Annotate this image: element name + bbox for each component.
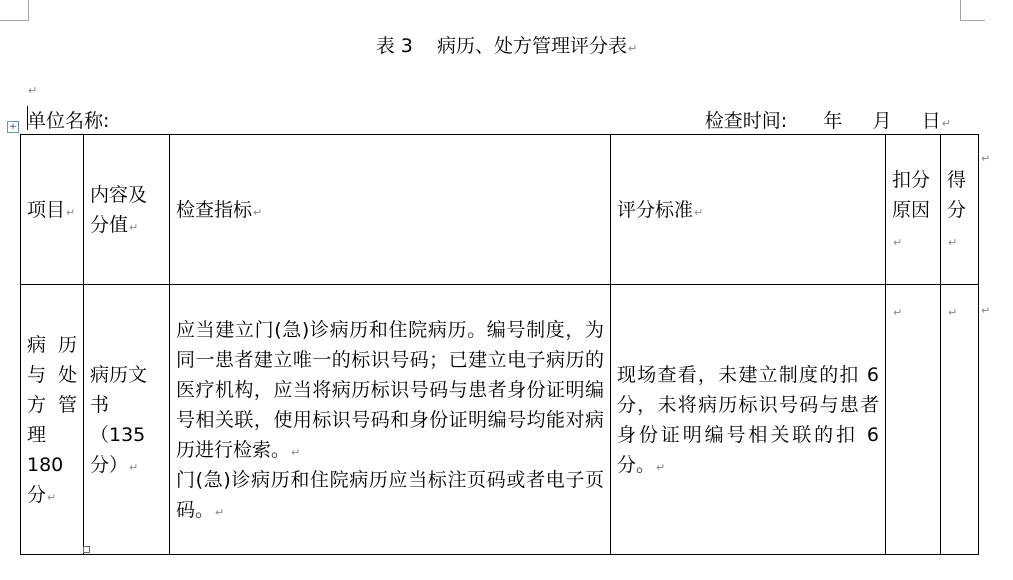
page-corner-mark-top-left — [0, 0, 29, 21]
table-move-handle-icon[interactable]: + — [7, 121, 19, 133]
cell-mark-icon: ↵ — [47, 490, 57, 504]
paragraph-mark-icon: ↵ — [291, 445, 301, 459]
table-header-row — [21, 135, 979, 285]
indicator-paragraph-1: 应当建立门(急)诊病历和住院病历。编号制度，为同一患者建立唯一的标识号码；已建立电子病历的医疗机构，应当将病历标识号码与患者身份证明编号相关联，使用标识号码和身份证明编号均能对病历进行检索。↵ — [176, 318, 604, 461]
cell-mark-icon: ↵ — [253, 205, 263, 219]
header-criteria-cell[interactable]: 评分标准↵ — [611, 135, 886, 285]
paragraph-mark-icon: ↵ — [28, 84, 38, 97]
paragraph-mark-icon: ↵ — [941, 117, 951, 130]
header-score-cell[interactable]: 得分↵ — [941, 135, 979, 285]
indicator-cell[interactable] — [170, 285, 611, 555]
cell-mark-icon: ↵ — [948, 306, 958, 319]
header-item-cell[interactable]: 项目↵ — [21, 135, 84, 285]
paragraph-mark-icon: ↵ — [628, 42, 638, 55]
criteria-cell[interactable]: 现场查看，未建立制度的扣 6 分，未将病历标识号码与患者身份证明编号相关联的扣 6 分。↵ — [611, 285, 886, 555]
deduct-reason-cell[interactable] — [886, 285, 941, 555]
paragraph-mark-icon: ↵ — [215, 505, 225, 519]
table-title: 表 3 病历、处方管理评分表↵ — [375, 35, 638, 57]
scoring-table — [20, 134, 979, 555]
cell-mark-icon: ↵ — [656, 460, 666, 474]
empty-paragraph — [27, 79, 37, 98]
cell-mark-icon: ↵ — [129, 220, 139, 234]
cell-mark-icon: ↵ — [66, 205, 76, 219]
cell-mark-icon: ↵ — [129, 460, 139, 474]
cell-mark-icon: ↵ — [694, 205, 704, 219]
content-score-cell[interactable]: 病历文书 （135 分）↵ — [84, 285, 170, 555]
row-end-mark-icon: ↵ — [981, 304, 991, 317]
header-indicator-cell[interactable]: 检查指标↵ — [170, 135, 611, 285]
item-cell[interactable]: 病历与处方管理 180 分↵ — [21, 285, 84, 555]
cell-mark-icon: ↵ — [948, 235, 958, 249]
cell-mark-icon: ↵ — [893, 235, 903, 249]
page-corner-mark-top-right — [960, 0, 985, 21]
table-resize-handle-icon[interactable] — [83, 546, 90, 553]
unit-name-label[interactable]: 单位名称: — [27, 110, 110, 132]
cell-mark-icon: ↵ — [893, 306, 903, 319]
header-deduct-reason-cell[interactable]: 扣分原因↵ — [886, 135, 941, 285]
score-cell[interactable] — [941, 285, 979, 555]
table-row — [21, 285, 979, 555]
indicator-paragraph-2: 门(急)诊病历和住院病历应当标注页码或者电子页码。↵ — [176, 468, 604, 521]
header-content-score-cell[interactable]: 内容及分值↵ — [84, 135, 170, 285]
row-end-mark-icon: ↵ — [981, 152, 991, 165]
inspection-date-line[interactable]: 检查时间: 年 月 日↵ — [704, 110, 951, 132]
